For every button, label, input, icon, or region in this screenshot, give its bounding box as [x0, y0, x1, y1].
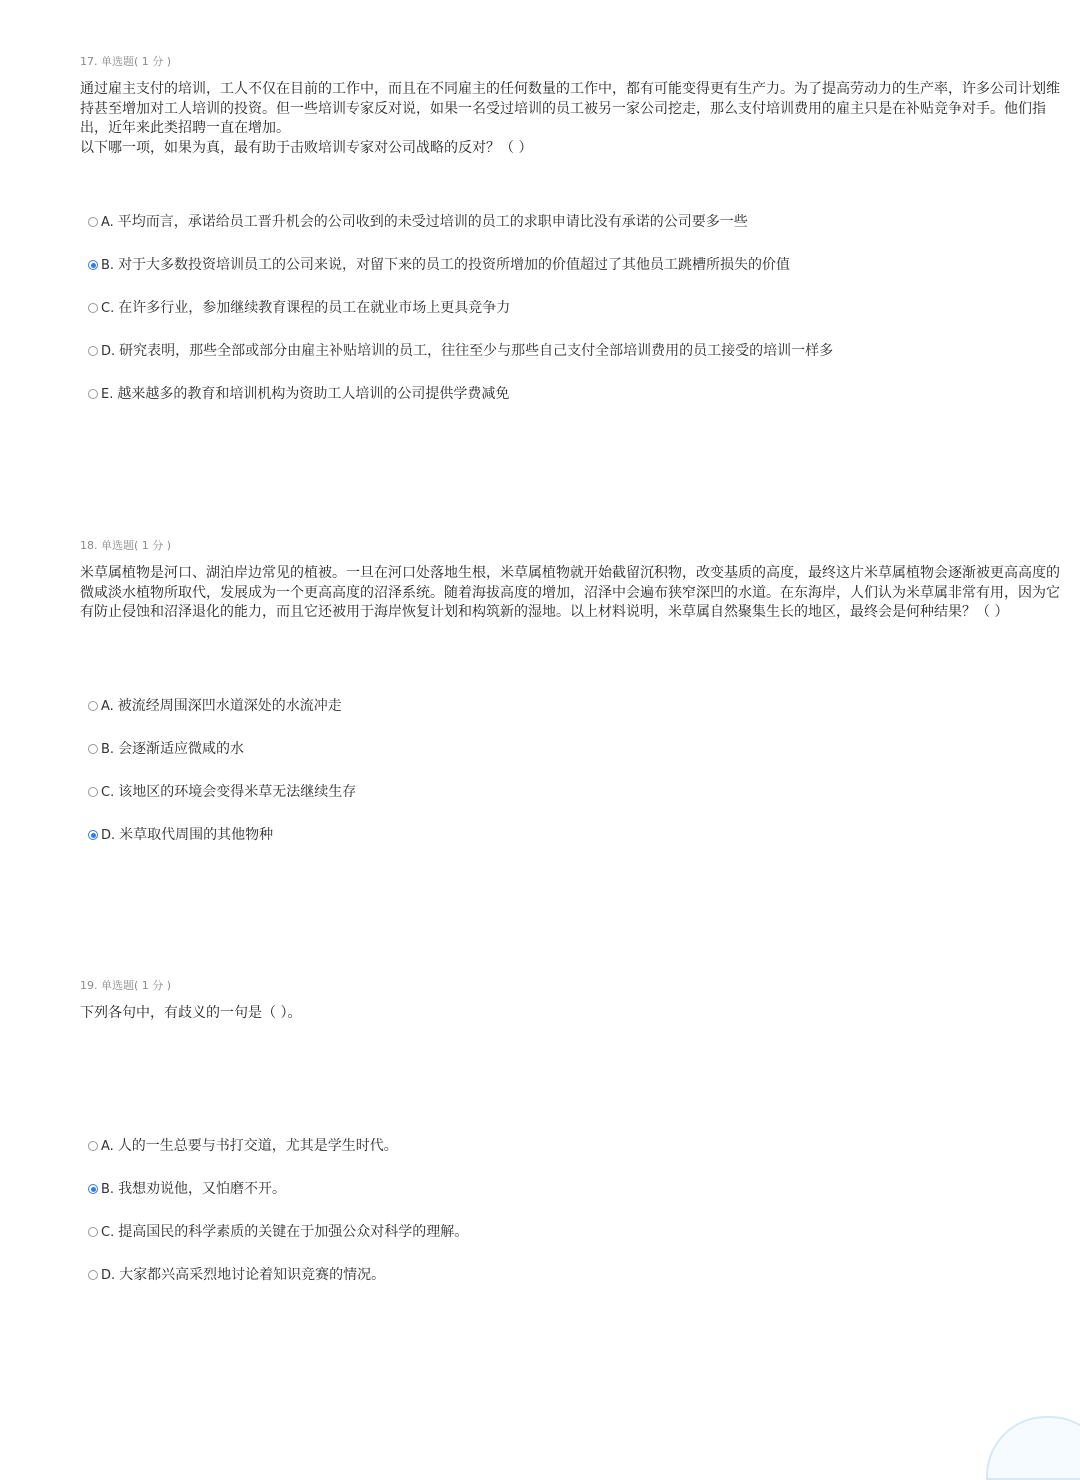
option-text: 大家都兴高采烈地讨论着知识竞赛的情况。 [119, 1267, 386, 1283]
option-a[interactable] [88, 214, 833, 257]
radio-button-icon[interactable] [88, 1270, 98, 1280]
question-stem: 通过雇主支付的培训，工人不仅在目前的工作中，而且在不同雇主的任何数量的工作中，都有可能变得更有生产力。为了提高劳动力的生产率，许多公司计划维持甚至增加对工人培训的投资。但一些培训专家反对说，如果一名受过培训的员工被另一家公司挖走，那么支付培训费用的雇主只是在补贴竞争对手。他们指出，近年来此类招聘一直在增加。 以下哪一项，如果为真，最有助于击败培训专家对公司战略的反对？（ ） [80, 81, 1060, 156]
option-letter: C. [101, 785, 115, 800]
option-letter: D. [101, 344, 116, 359]
option-e[interactable] [88, 386, 833, 429]
option-letter: B. [101, 258, 115, 273]
radio-button-icon[interactable] [88, 1227, 98, 1237]
question-19 [80, 978, 1060, 1283]
option-d[interactable] [88, 1267, 468, 1310]
option-text: 平均而言，承诺给员工晋升机会的公司收到的未受过培训的员工的求职申请比没有承诺的公司要多一些 [117, 214, 748, 230]
question-18 [80, 538, 1060, 843]
option-text: 在许多行业，参加继续教育课程的员工在就业市场上更具竞争力 [118, 300, 511, 316]
option-letter: C. [101, 301, 115, 316]
question-header: 19. 单选题( 1 分 ) [80, 979, 172, 992]
option-text: 被流经周围深凹水道深处的水流冲走 [117, 698, 342, 714]
option-letter: A. [101, 699, 114, 714]
radio-button-icon[interactable] [88, 744, 98, 754]
option-letter: B. [101, 742, 115, 757]
option-letter: D. [101, 1268, 116, 1283]
radio-button-icon[interactable] [88, 389, 98, 399]
option-a[interactable] [88, 698, 356, 741]
option-letter: C. [101, 1225, 115, 1240]
question-stem: 米草属植物是河口、湖泊岸边常见的植被。一旦在河口处落地生根，米草属植物就开始截留沉积物，改变基质的高度，最终这片米草属植物会逐渐被更高高度的微咸淡水植物所取代，发展成为一个更高高度的沼泽系统。随着海拔高度的增加，沼泽中会遍布狭窄深凹的水道。在东海岸，人们认为米草属非常有用，因为它有防止侵蚀和沼泽退化的能力，而且它还被用于海岸恢复计划和构筑新的湿地。以上材料说明，米草属自然聚集生长的地区，最终会是何种结果？（ ） [80, 565, 1060, 620]
option-d[interactable] [88, 827, 356, 870]
radio-button-icon[interactable] [88, 346, 98, 356]
option-letter: B. [101, 1182, 115, 1197]
option-letter: D. [101, 828, 116, 843]
option-text: 会逐渐适应微咸的水 [118, 741, 245, 757]
option-d[interactable] [88, 343, 833, 386]
question-header: 18. 单选题( 1 分 ) [80, 539, 172, 552]
option-c[interactable] [88, 784, 356, 827]
radio-button-selected-icon[interactable] [88, 1184, 98, 1194]
option-text: 我想劝说他，又怕磨不开。 [118, 1181, 287, 1197]
option-text: 米草取代周围的其他物种 [119, 827, 274, 843]
option-b[interactable] [88, 257, 833, 300]
radio-button-selected-icon[interactable] [88, 830, 98, 840]
option-b[interactable] [88, 1181, 468, 1224]
options-list [88, 1138, 468, 1310]
option-letter: A. [101, 215, 114, 230]
option-letter: E. [101, 387, 114, 402]
question-stem: 下列各句中，有歧义的一句是（ ）。 [80, 1005, 302, 1021]
radio-button-selected-icon[interactable] [88, 260, 98, 270]
option-b[interactable] [88, 741, 356, 784]
option-text: 对于大多数投资培训员工的公司来说，对留下来的员工的投资所增加的价值超过了其他员工跳槽所损失的价值 [118, 257, 791, 273]
radio-button-icon[interactable] [88, 787, 98, 797]
option-a[interactable] [88, 1138, 468, 1181]
option-c[interactable] [88, 1224, 468, 1267]
option-text: 人的一生总要与书打交道，尤其是学生时代。 [117, 1138, 398, 1154]
option-text: 研究表明，那些全部或部分由雇主补贴培训的员工，往往至少与那些自己支付全部培训费用的员工接受的培训一样多 [119, 343, 834, 359]
question-17 [80, 54, 1060, 402]
radio-button-icon[interactable] [88, 217, 98, 227]
options-list [88, 214, 833, 429]
option-text: 该地区的环境会变得米草无法继续生存 [118, 784, 357, 800]
radio-button-icon[interactable] [88, 701, 98, 711]
option-letter: A. [101, 1139, 114, 1154]
option-c[interactable] [88, 300, 833, 343]
radio-button-icon[interactable] [88, 303, 98, 313]
floating-action-corner[interactable] [986, 1416, 1080, 1480]
question-header: 17. 单选题( 1 分 ) [80, 55, 172, 68]
option-text: 越来越多的教育和培训机构为资助工人培训的公司提供学费减免 [117, 386, 510, 402]
radio-button-icon[interactable] [88, 1141, 98, 1151]
option-text: 提高国民的科学素质的关键在于加强公众对科学的理解。 [118, 1224, 469, 1240]
options-list [88, 698, 356, 870]
